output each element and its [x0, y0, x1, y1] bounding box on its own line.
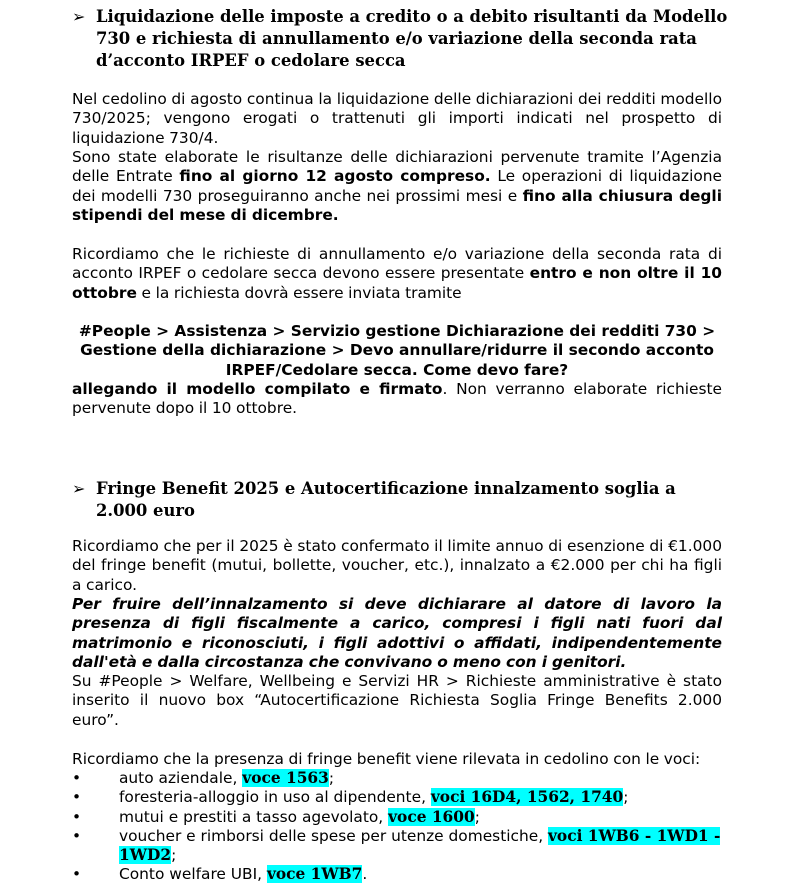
bold-text: fino alla chiusura degli stipendi del mese di dicembre.: [72, 186, 722, 224]
list-item-end: ;: [474, 807, 480, 826]
list-item-text: Conto welfare UBI,: [119, 865, 267, 884]
list-item-end: ;: [623, 788, 629, 807]
section2-heading: [72, 478, 732, 522]
fringe-benefit-list: [72, 769, 722, 885]
bold-text: fino al giorno 12 agosto compreso.: [179, 167, 491, 186]
navigation-path: #People > Assistenza > Servizio gestione Dichiarazione dei redditi 730 > Gestione della dichiarazione > Devo annullare/ridurre il secondo acconto IRPEF/Cedolare secca. Come devo fare?: [78, 322, 716, 379]
bullet-dot-icon: •: [72, 826, 82, 845]
bold-text: entro e non oltre il 10 ottobre: [72, 264, 722, 302]
bullet-dot-icon: •: [72, 769, 82, 787]
section2-paragraph-4: Ricordiamo che la presenza di fringe benefit viene rilevata in cedolino con le voci:: [72, 750, 701, 768]
highlighted-code: voci 16D4, 1562, 1740: [430, 788, 624, 807]
list-item: [72, 808, 722, 827]
section1-paragraph-2: [72, 148, 722, 225]
highlighted-code: voce 1600: [388, 807, 475, 826]
section2-paragraph-1: Ricordiamo che per il 2025 è stato confermato il limite annuo di esenzione di €1.000 del fringe benefit (mutui, bollette, voucher, etc.), innalzato a €2.000 per chi ha figli a carico.: [72, 537, 722, 594]
text-run: e la richiesta dovrà essere inviata tramite: [136, 283, 462, 302]
section1-heading-text: Liquidazione delle imposte a credito o a debito risultanti da Modello 730 e richiesta di annullamento e/o variazione della seconda rata d’acconto IRPEF o cedolare secca: [96, 7, 728, 70]
list-item-text: mutui e prestiti a tasso agevolato,: [119, 807, 389, 826]
list-item: [72, 788, 722, 807]
list-item-text: foresteria-alloggio in uso al dipendente,: [119, 788, 431, 807]
arrow-bullet-icon: ➢: [72, 7, 86, 26]
list-item: [72, 769, 722, 788]
arrow-bullet-icon: ➢: [72, 479, 86, 498]
section1-paragraph-4: [72, 380, 722, 419]
list-item-end: .: [362, 865, 368, 884]
highlighted-code: voce 1563: [242, 769, 329, 787]
bullet-dot-icon: •: [72, 788, 82, 807]
text-run: . Non verranno elaborate richieste pervenute dopo il 10 ottobre.: [72, 380, 722, 418]
section2-paragraph-2: Per fruire dell’innalzamento si deve dichiarare al datore di lavoro la presenza di figli fiscalmente a carico, compresi i figli nati fuori dal matrimonio e riconosciuti, i figli adottivi o affidati, indipendentemente dall'età e dalla circostanza che convivano o meno con i genitori.: [72, 595, 722, 671]
section2-heading-text: Fringe Benefit 2025 e Autocertificazione innalzamento soglia a 2.000 euro: [96, 479, 676, 520]
highlighted-code: voce 1WB7: [266, 865, 363, 884]
highlighted-code: voci 1WB6 - 1WD1 - 1WD2: [119, 826, 721, 865]
list-item-text: voucher e rimborsi delle spese per utenze domestiche,: [119, 826, 548, 845]
bold-text: allegando il modello compilato e firmato: [72, 380, 443, 398]
list-item-text: auto aziendale,: [119, 769, 243, 787]
text-run: Sono state elaborate le risultanze delle dichiarazioni pervenute tramite l’Agenzia delle Entrate: [72, 148, 722, 186]
bullet-dot-icon: •: [72, 807, 82, 826]
section1-paragraph-3: [72, 245, 722, 303]
text-run: Le operazioni di liquidazione dei modelli 730 proseguiranno anche nei prossimi mesi e: [72, 167, 722, 205]
section1-heading: [72, 6, 732, 72]
list-item-end: ;: [171, 846, 177, 865]
section1-paragraph-1: Nel cedolino di agosto continua la liquidazione delle dichiarazioni dei redditi modello 730/2025; vengono erogati o trattenuti gli importi indicati nel prospetto di liquidazione 730/4.: [72, 90, 722, 147]
list-item: [72, 827, 722, 866]
text-run: Ricordiamo che le richieste di annullamento e/o variazione della seconda rata di acconto IRPEF o cedolare secca devono essere presentate: [72, 245, 722, 283]
section2-paragraph-3: Su #People > Welfare, Wellbeing e Servizi HR > Richieste amministrative è stato inserito il nuovo box “Autocertificazione Richiesta Soglia Fringe Benefits 2.000 euro”.: [72, 672, 722, 729]
list-item: [72, 865, 722, 884]
list-item-end: ;: [328, 769, 335, 787]
bullet-dot-icon: •: [72, 865, 82, 884]
